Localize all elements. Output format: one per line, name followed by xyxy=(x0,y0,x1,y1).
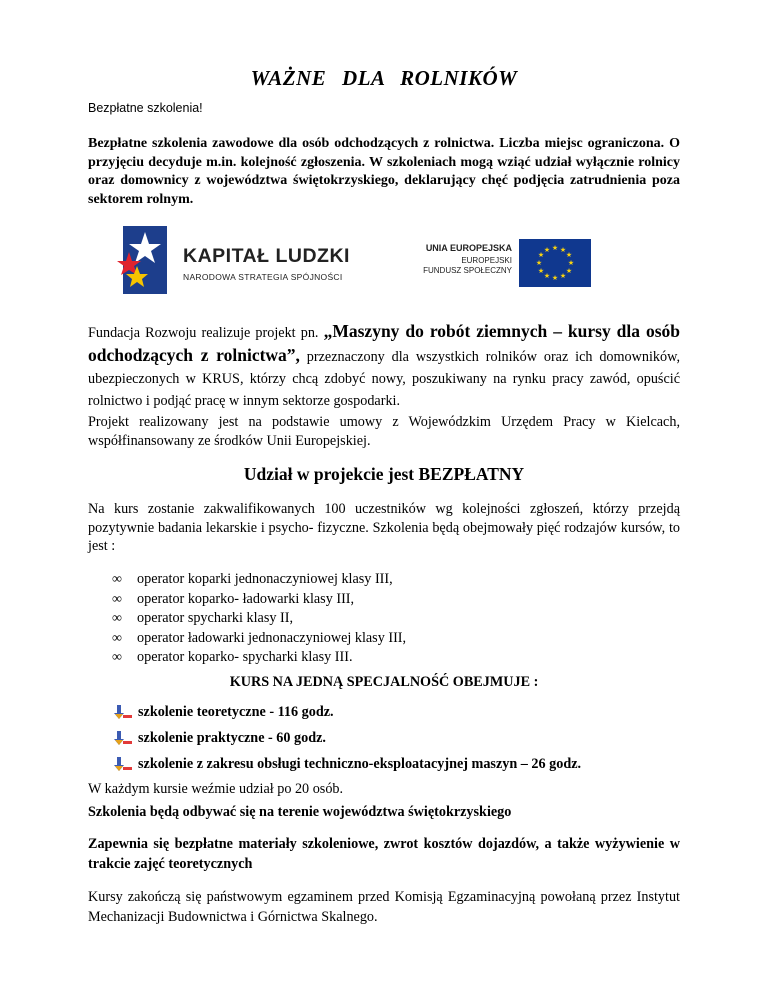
project-name: „Maszyny do robót ziemnych – kursy dla osób odchodzących z rolnictwa”, xyxy=(88,321,680,365)
svg-text:★: ★ xyxy=(559,246,567,254)
list-item xyxy=(112,699,581,725)
arrow-bullet-icon xyxy=(112,730,134,746)
svg-text:★: ★ xyxy=(565,267,573,275)
eu-fund-text xyxy=(423,243,512,275)
location-text: Szkolenia będą odbywać się na terenie województwa świętokrzyskiego xyxy=(88,804,512,820)
bullet-infinity-icon: ∞ xyxy=(112,591,122,607)
intro-paragraph: Bezpłatne szkolenia zawodowe dla osób odchodzących z rolnictwa. Liczba miejsc ograniczona. O przyjęciu decyduje m.in. kolejność zgłoszenia. W szkoleniach mogą wziąć udział wyłącznie rolnicy oraz domownicy z województwa świętokrzyskiego, deklarujący chęć podjęcia zatrudnienia poza sektorem rolnym. xyxy=(88,136,680,207)
course-label: operator koparki jednonaczyniowej klasy III, xyxy=(137,571,393,587)
bullet-infinity-icon: ∞ xyxy=(112,572,122,587)
svg-text:★: ★ xyxy=(535,259,543,267)
svg-text:★: ★ xyxy=(551,274,559,282)
subtitle: Bezpłatne szkolenia! xyxy=(88,101,203,115)
svg-text:★: ★ xyxy=(551,244,559,252)
list-item xyxy=(112,629,406,649)
free-heading: Udział w projekcie jest BEZPŁATNY xyxy=(243,464,525,484)
kapital-ludzki-subtitle: NARODOWA STRATEGIA SPÓJNOŚCI xyxy=(183,272,343,282)
arrow-bullet-icon xyxy=(112,756,134,772)
course-label: operator koparko- ładowarki klasy III, xyxy=(137,590,355,607)
list-item xyxy=(112,648,406,668)
svg-text:★: ★ xyxy=(559,272,567,280)
course-label: operator spycharki klasy II, xyxy=(137,610,294,626)
list-item xyxy=(112,751,581,777)
participants-text: W każdym kursie weźmie udział po 20 osób. xyxy=(88,781,344,797)
fund-suffix: przeznaczony dla wszystkich rolników oraz ich domowników, ubezpieczonych w KRUS, którzy chcą zdobyć nowy, poszukiwany na rynku pracy zawód, opuścić rolnictwo i podjąć pracę w innym sektorze gospodarki. xyxy=(88,349,680,409)
spec-list xyxy=(112,699,581,777)
svg-text:★: ★ xyxy=(543,246,551,254)
bullet-infinity-icon: ∞ xyxy=(112,650,122,665)
list-item xyxy=(112,725,581,751)
svg-text:★: ★ xyxy=(543,272,551,280)
kapital-ludzki-title: KAPITAŁ LUDZKI xyxy=(183,245,350,267)
arrow-bullet-icon xyxy=(112,704,134,720)
eu-flag-icon xyxy=(519,239,591,287)
exam-text: Kursy zakończą się państwowym egzaminem przed Komisją Egzaminacyjną powołaną przez Instytut Mechanizacji Budownictwa i Górnictwa Skalnego. xyxy=(88,889,680,925)
svg-text:★: ★ xyxy=(537,251,545,259)
eu-line1: UNIA EUROPEJSKA xyxy=(425,243,512,253)
svg-text:★: ★ xyxy=(537,267,545,275)
project-description xyxy=(88,320,680,412)
project-basis: Projekt realizowany jest na podstawie umowy z Wojewódzkim Urzędem Pracy w Kielcach, współfinansowany ze środków Unii Europejskiej. xyxy=(88,414,680,449)
list-item xyxy=(112,590,406,610)
spec-label: szkolenie z zakresu obsługi techniczno-eksploatacyjnej maszyn – 26 godz. xyxy=(138,755,582,772)
spec-label: szkolenie praktyczne - 60 godz. xyxy=(138,729,326,746)
svg-text:★: ★ xyxy=(565,251,573,259)
eu-line2: EUROPEJSKI xyxy=(461,256,512,265)
spec-label: szkolenie teoretyczne - 116 godz. xyxy=(138,703,334,720)
list-item xyxy=(112,570,406,590)
spec-heading: KURS NA JEDNĄ SPECJALNOŚĆ OBEJMUJE : xyxy=(229,674,539,690)
bullet-infinity-icon: ∞ xyxy=(112,611,122,626)
page-title: WAŻNE DLA ROLNIKÓW xyxy=(250,66,518,90)
list-item xyxy=(112,609,406,629)
course-intro: Na kurs zostanie zakwalifikowanych 100 uczestników wg kolejności zgłoszeń, którzy przejdą pozytywnie badania lekarskie i psycho- fizyczne. Szkolenia będą obejmowały pięć rodzajów kursów, to jest : xyxy=(88,501,680,554)
provided-text: Zapewnia się bezpłatne materiały szkoleniowe, zwrot kosztów dojazdów, a także wyżywienie w trakcie zajęć teoretycznych xyxy=(88,836,680,872)
kapital-ludzki-logo xyxy=(115,222,175,298)
course-list xyxy=(112,570,406,668)
svg-text:★: ★ xyxy=(567,259,575,267)
eu-line3: FUNDUSZ SPOŁECZNY xyxy=(423,266,512,275)
course-label: operator ładowarki jednonaczyniowej klasy III, xyxy=(137,629,407,646)
fund-prefix: Fundacja Rozwoju realizuje projekt pn. xyxy=(88,325,324,341)
course-label: operator koparko- spycharki klasy III. xyxy=(137,649,353,665)
bullet-infinity-icon: ∞ xyxy=(112,630,122,646)
